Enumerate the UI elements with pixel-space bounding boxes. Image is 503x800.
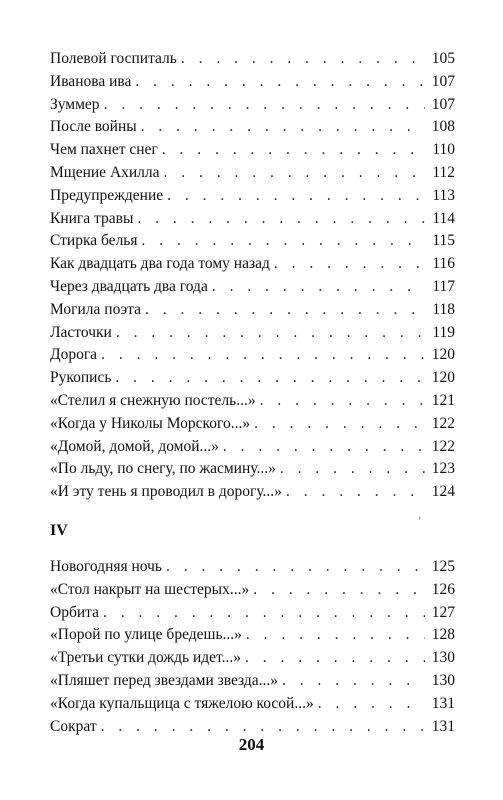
toc-entry-page: 113 [432,186,455,204]
toc-entry-title: Дорога [50,346,98,364]
dot-leader [141,116,425,139]
dot-leader [142,230,426,253]
toc-entry-title: Иванова ива [50,72,132,90]
toc-entry [50,579,455,602]
toc-entry-page: 124 [431,483,455,501]
toc-entry-title: «Третьи сутки дождь идет...» [50,649,242,667]
toc-entry [50,48,455,71]
toc-entry-page: 131 [431,694,455,712]
toc-entry [50,436,455,459]
toc-entry-title: «По льду, по снегу, по жасмину...» [50,460,276,478]
toc-entry-title: Орбита [50,603,99,621]
toc-entry-title: «Домой, домой, домой...» [50,437,219,455]
dot-leader [135,71,425,94]
toc-entry-page: 119 [432,323,455,341]
toc-entry-title: «Пляшет перед звездами звезда...» [50,671,279,689]
dot-leader [137,208,425,231]
toc-entry-page: 120 [431,369,455,387]
toc-entry-page: 118 [432,300,455,318]
toc-entry-page: 123 [431,460,455,478]
dot-leader [260,390,425,413]
toc-entry [50,139,455,162]
toc-entry-title: Рукопись [50,369,112,387]
toc-entry-title: «Порой по улице бредешь...» [50,626,242,644]
dot-leader [101,344,425,367]
toc-entry [50,299,455,322]
toc-entry-title: Полевой госпиталь [50,50,177,67]
toc-entry-page: 130 [431,671,455,689]
toc-entry-page: 105 [431,50,455,67]
toc-entry-page: 114 [432,209,455,227]
dot-leader [280,458,425,481]
toc-entry [50,71,455,94]
toc-entry [50,624,455,647]
toc-entry-page: 108 [431,118,455,136]
toc-entry [50,367,455,390]
toc-entry [50,602,455,625]
toc-entry-page: 122 [431,437,455,455]
toc-entry-title: «Когда у Николы Морского...» [50,414,251,432]
dot-leader [167,185,425,208]
dot-leader [104,94,425,117]
toc-entry [50,481,455,504]
toc-entry [50,458,455,481]
toc-entry-title: Как двадцать два года тому назад [50,255,270,273]
toc-entry-title: Предупреждение [50,186,164,204]
toc-entry-page: 127 [431,603,455,621]
toc-entry [50,322,455,345]
toc-entry-title: «Когда купальщица с тяжелою косой...» [50,694,314,712]
dot-leader [212,276,425,299]
toc-entry [50,230,455,253]
toc-entry-page: 117 [432,277,455,295]
toc-entry [50,647,455,670]
dot-leader [166,556,425,579]
dot-leader [254,413,425,436]
toc-entry-page: 115 [432,232,455,250]
toc-entry-page: 122 [431,414,455,432]
toc-entry [50,94,455,117]
dot-leader [246,624,425,647]
section-heading: IV [50,521,68,539]
toc-entry-page: 131 [431,717,455,735]
toc-entry-page: 116 [432,255,455,273]
toc-entry-title: Могила поэта [50,300,142,318]
toc-entry-title: Книга травы [50,209,134,227]
toc-entry-title: «Стелил я снежную постель...» [50,391,256,409]
dot-leader [145,299,425,322]
toc-entry-page: 128 [431,626,455,644]
toc-entry-title: Через двадцать два года [50,277,208,295]
toc-entry-page: 120 [431,346,455,364]
dot-leader [116,322,425,345]
dot-leader [164,162,425,185]
dot-leader [245,647,425,670]
dot-leader [223,436,425,459]
toc-entry [50,670,455,693]
dot-leader [318,693,425,716]
toc-entry [50,162,455,185]
toc-entry-page: 110 [432,141,455,159]
toc-entry-page: 107 [431,72,455,90]
toc-entry [50,185,455,208]
toc-entry [50,276,455,299]
toc-entry-title: Ласточки [50,323,112,341]
dot-leader [253,579,425,602]
dot-leader [274,253,425,276]
toc-entry-title: «Стол накрыт на шестерых...» [50,580,250,598]
toc-entry-page: 125 [431,557,455,575]
toc-entry [50,556,455,579]
dot-leader [286,481,425,504]
page-number: 204 [238,735,265,754]
toc-entry-title: Сократ [50,717,97,735]
dot-leader [162,139,425,162]
toc-entry-title: «И эту тень я проводил в дорогу...» [50,483,282,501]
toc-entry [50,413,455,436]
toc-entry-title: Мщение Ахилла [50,163,160,181]
toc-entry [50,390,455,413]
stray-mark: ' [419,516,421,527]
dot-leader [115,367,425,390]
toc-entry [50,116,455,139]
toc-entry [50,253,455,276]
toc-entry-page: 107 [431,95,455,113]
toc-entry-page: 126 [431,580,455,598]
toc-entry-title: Стирка белья [50,232,138,250]
toc-entry [50,208,455,231]
toc-part-2 [50,556,455,738]
toc-entry [50,344,455,367]
toc-entry-page: 112 [432,163,455,181]
toc-entry-page: 130 [431,649,455,667]
table-of-contents [50,48,455,738]
dot-leader [103,602,425,625]
toc-entry-title: Зуммер [50,95,100,113]
toc-entry-title: Чем пахнет снег [50,141,158,159]
dot-leader [282,670,425,693]
toc-entry-title: После войны [50,118,137,136]
toc-part-1 [50,48,455,504]
toc-entry-page: 121 [431,391,455,409]
toc-entry-title: Новогодняя ночь [50,557,163,575]
dot-leader [181,48,425,71]
toc-entry [50,693,455,716]
